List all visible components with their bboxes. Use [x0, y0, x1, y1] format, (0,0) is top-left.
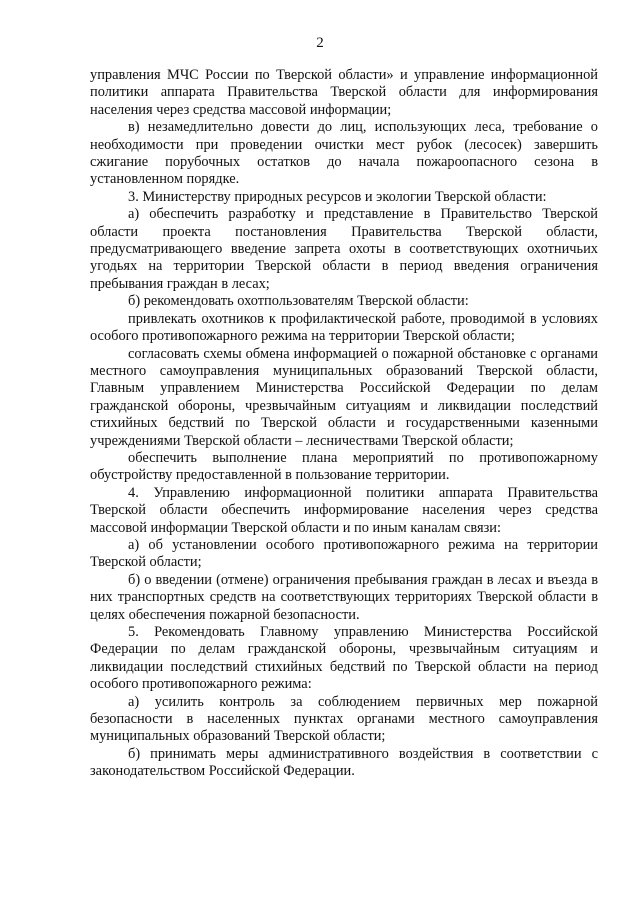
paragraph-4a: а) об установлении особого противопожарного режима на территории Тверской области;	[90, 536, 598, 571]
paragraph-5a: а) усилить контроль за соблюдением первичных мер пожарной безопасности в населенных пунктах органами местного самоуправления муниципальных образований Тверской области;	[90, 693, 598, 745]
paragraph-continuation: управления МЧС России по Тверской области» и управление информационной политики аппарата Правительства Тверской области для информирования населения через средства массовой информации;	[90, 67, 598, 118]
paragraph-item-4: 4. Управлению информационной политики аппарата Правительства Тверской области обеспечить информирование населения через средства массовой информации Тверской области и по иным каналам связи:	[90, 484, 598, 536]
paragraph-item-5: 5. Рекомендовать Главному управлению Министерства Российской Федерации по делам гражданской обороны, чрезвычайным ситуациям и ликвидации последствий стихийных бедствий по Тверской области на период особого противопожарного режима:	[90, 624, 598, 693]
paragraph-3a: а) обеспечить разработку и представление в Правительство Тверской области проекта постановления Правительства Тверской области, предусматривающего введение запрета охоты в соответствующих охотничьих угодьях на территории Тверской области в период введения ограничения пребывания граждан в лесах;	[90, 206, 598, 292]
paragraph-4b: б) о введении (отмене) ограничения пребывания граждан в лесах и въезда в них транспортных средств на соответствующих территориях Тверской области в целях обеспечения пожарной безопасности.	[90, 571, 598, 623]
paragraph-3b-plan: обеспечить выполнение плана мероприятий по противопожарному обустройству предоставленной в пользование территории.	[90, 449, 598, 484]
paragraph-3b-hunters: привлекать охотников к профилактической работе, проводимой в условиях особого противопожарного режима на территории Тверской области;	[90, 310, 598, 345]
paragraph-item-3: 3. Министерству природных ресурсов и экологии Тверской области:	[128, 188, 547, 205]
document-body	[90, 67, 598, 781]
paragraph-5b: б) принимать меры административного воздействия в соответствии с законодательством Российской Федерации.	[90, 745, 598, 780]
paragraph-3b: б) рекомендовать охотпользователям Тверской области:	[128, 293, 469, 310]
paragraph-3b-schemes: согласовать схемы обмена информацией о пожарной обстановке с органами местного самоуправления муниципальных образований Тверской области, Главным управлением Министерства Российской Федерации по делам гражданской обороны, чрезвычайным ситуациям и ликвидации последствий стихийных бедствий по Тверской области и государственными казенными учреждениями Тверской области – лесничествами Тверской области;	[90, 345, 598, 449]
paragraph-2v: в) незамедлительно довести до лиц, использующих леса, требование о необходимости при проведении очистки мест рубок (лесосек) завершить сжигание порубочных остатков до начала пожароопасного сезона в установленном порядке.	[90, 119, 598, 188]
page-number: 2	[316, 35, 324, 51]
